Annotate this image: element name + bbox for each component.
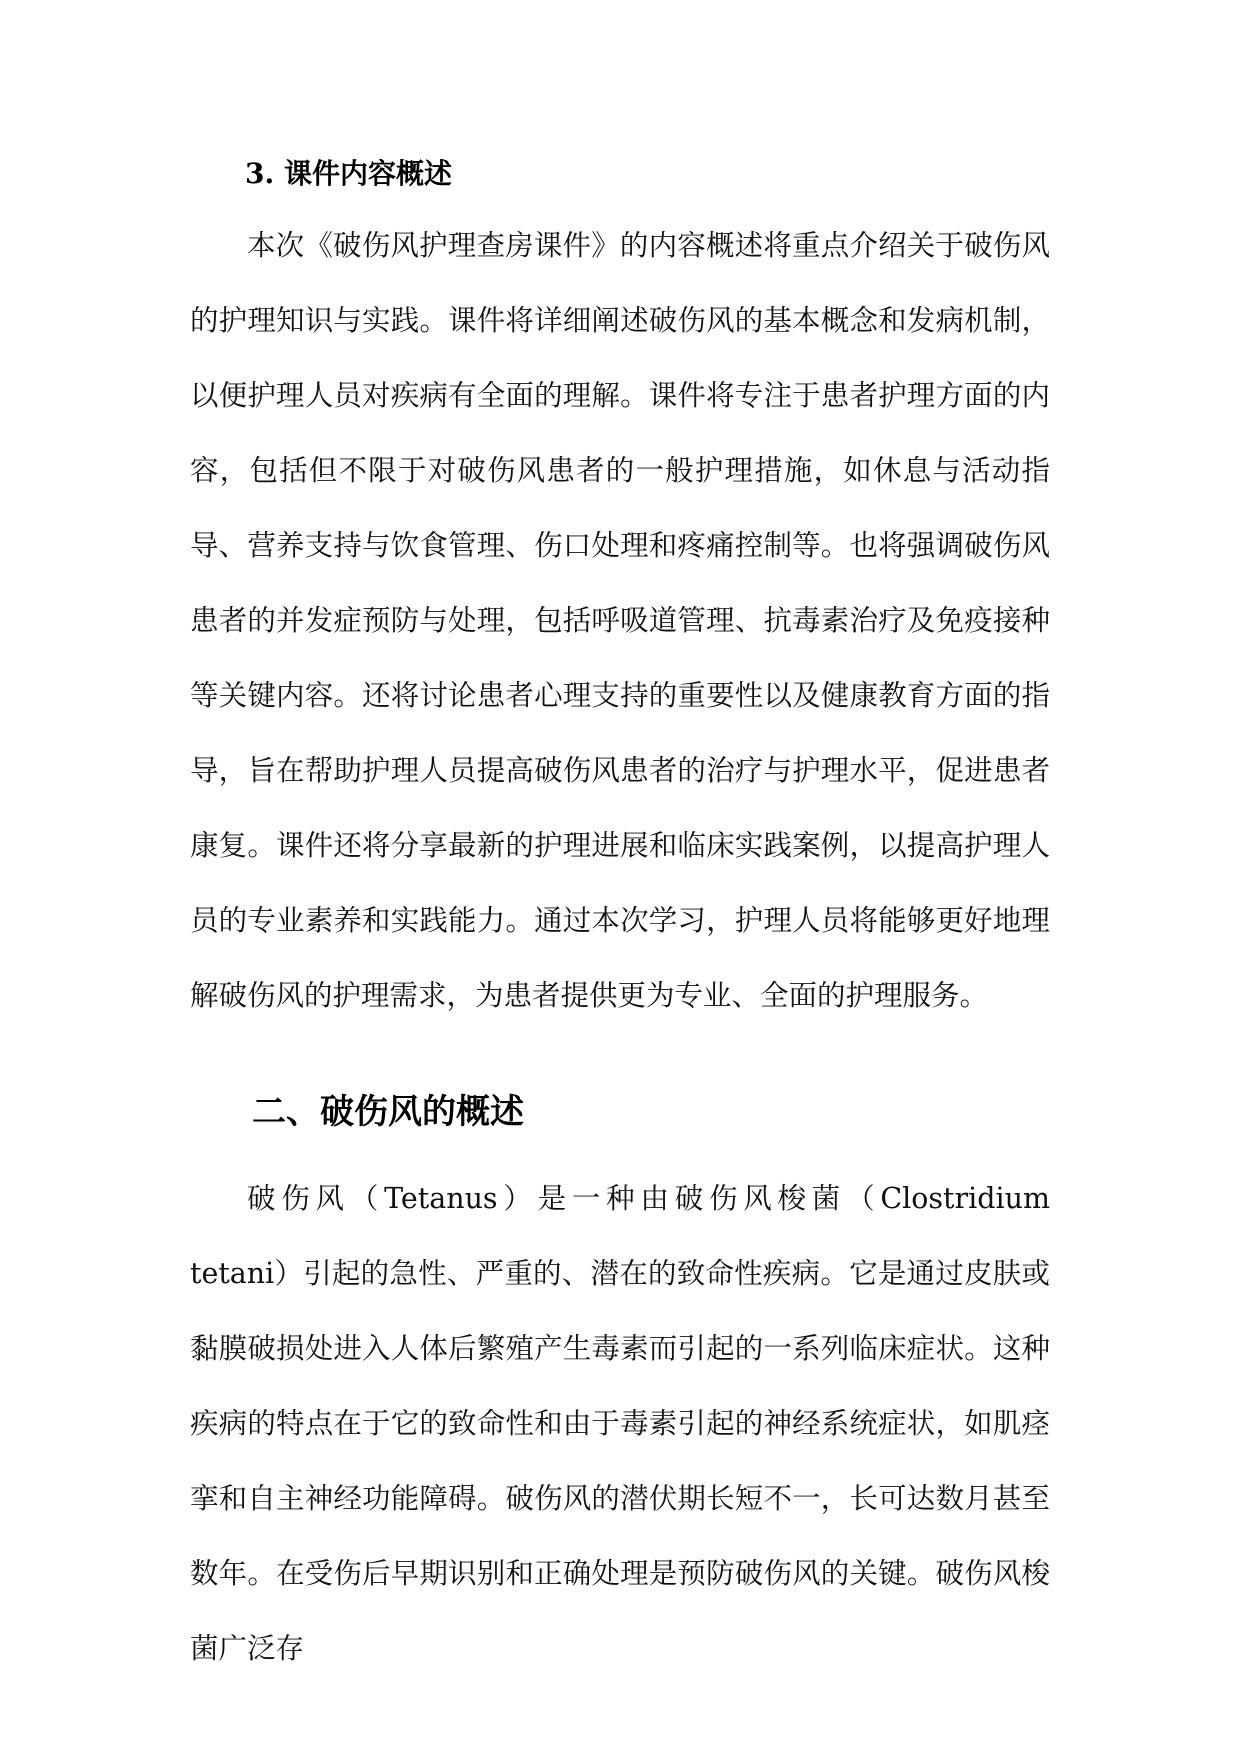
section-heading-tetanus-overview: 二、破伤风的概述 [252, 1092, 524, 1132]
section-heading-course-overview: 3. 课件内容概述 [245, 157, 452, 190]
paragraph-tetanus-overview: 破伤风（Tetanus）是一种由破伤风梭菌（Clostridium tetani）引起的急性、严重的、潜在的致命性疾病。它是通过皮肤或黏膜破损处进入人体后繁殖产生毒素而引起的一系列临床症状。这种疾病的特点在于它的致命性和由于毒素引起的神经系统症状，如肌痉挛和自主神经功能障碍。破伤风的潜伏期长短不一，长可达数月甚至数年。在受伤后早期识别和正确处理是预防破伤风的关键。破伤风梭菌广泛存 [190, 1182, 1050, 1665]
paragraph-course-overview: 本次《破伤风护理查房课件》的内容概述将重点介绍关于破伤风的护理知识与实践。课件将详细阐述破伤风的基本概念和发病机制，以便护理人员对疾病有全面的理解。课件将专注于患者护理方面的内容，包括但不限于对破伤风患者的一般护理措施，如休息与活动指导、营养支持与饮食管理、伤口处理和疼痛控制等。也将强调破伤风患者的并发症预防与处理，包括呼吸道管理、抗毒素治疗及免疫接种等关键内容。还将讨论患者心理支持的重要性以及健康教育方面的指导，旨在帮助护理人员提高破伤风患者的治疗与护理水平，促进患者康复。课件还将分享最新的护理进展和临床实践案例，以提高护理人员的专业素养和实践能力。通过本次学习，护理人员将能够更好地理解破伤风的护理需求，为患者提供更为专业、全面的护理服务。 [190, 229, 1050, 1012]
